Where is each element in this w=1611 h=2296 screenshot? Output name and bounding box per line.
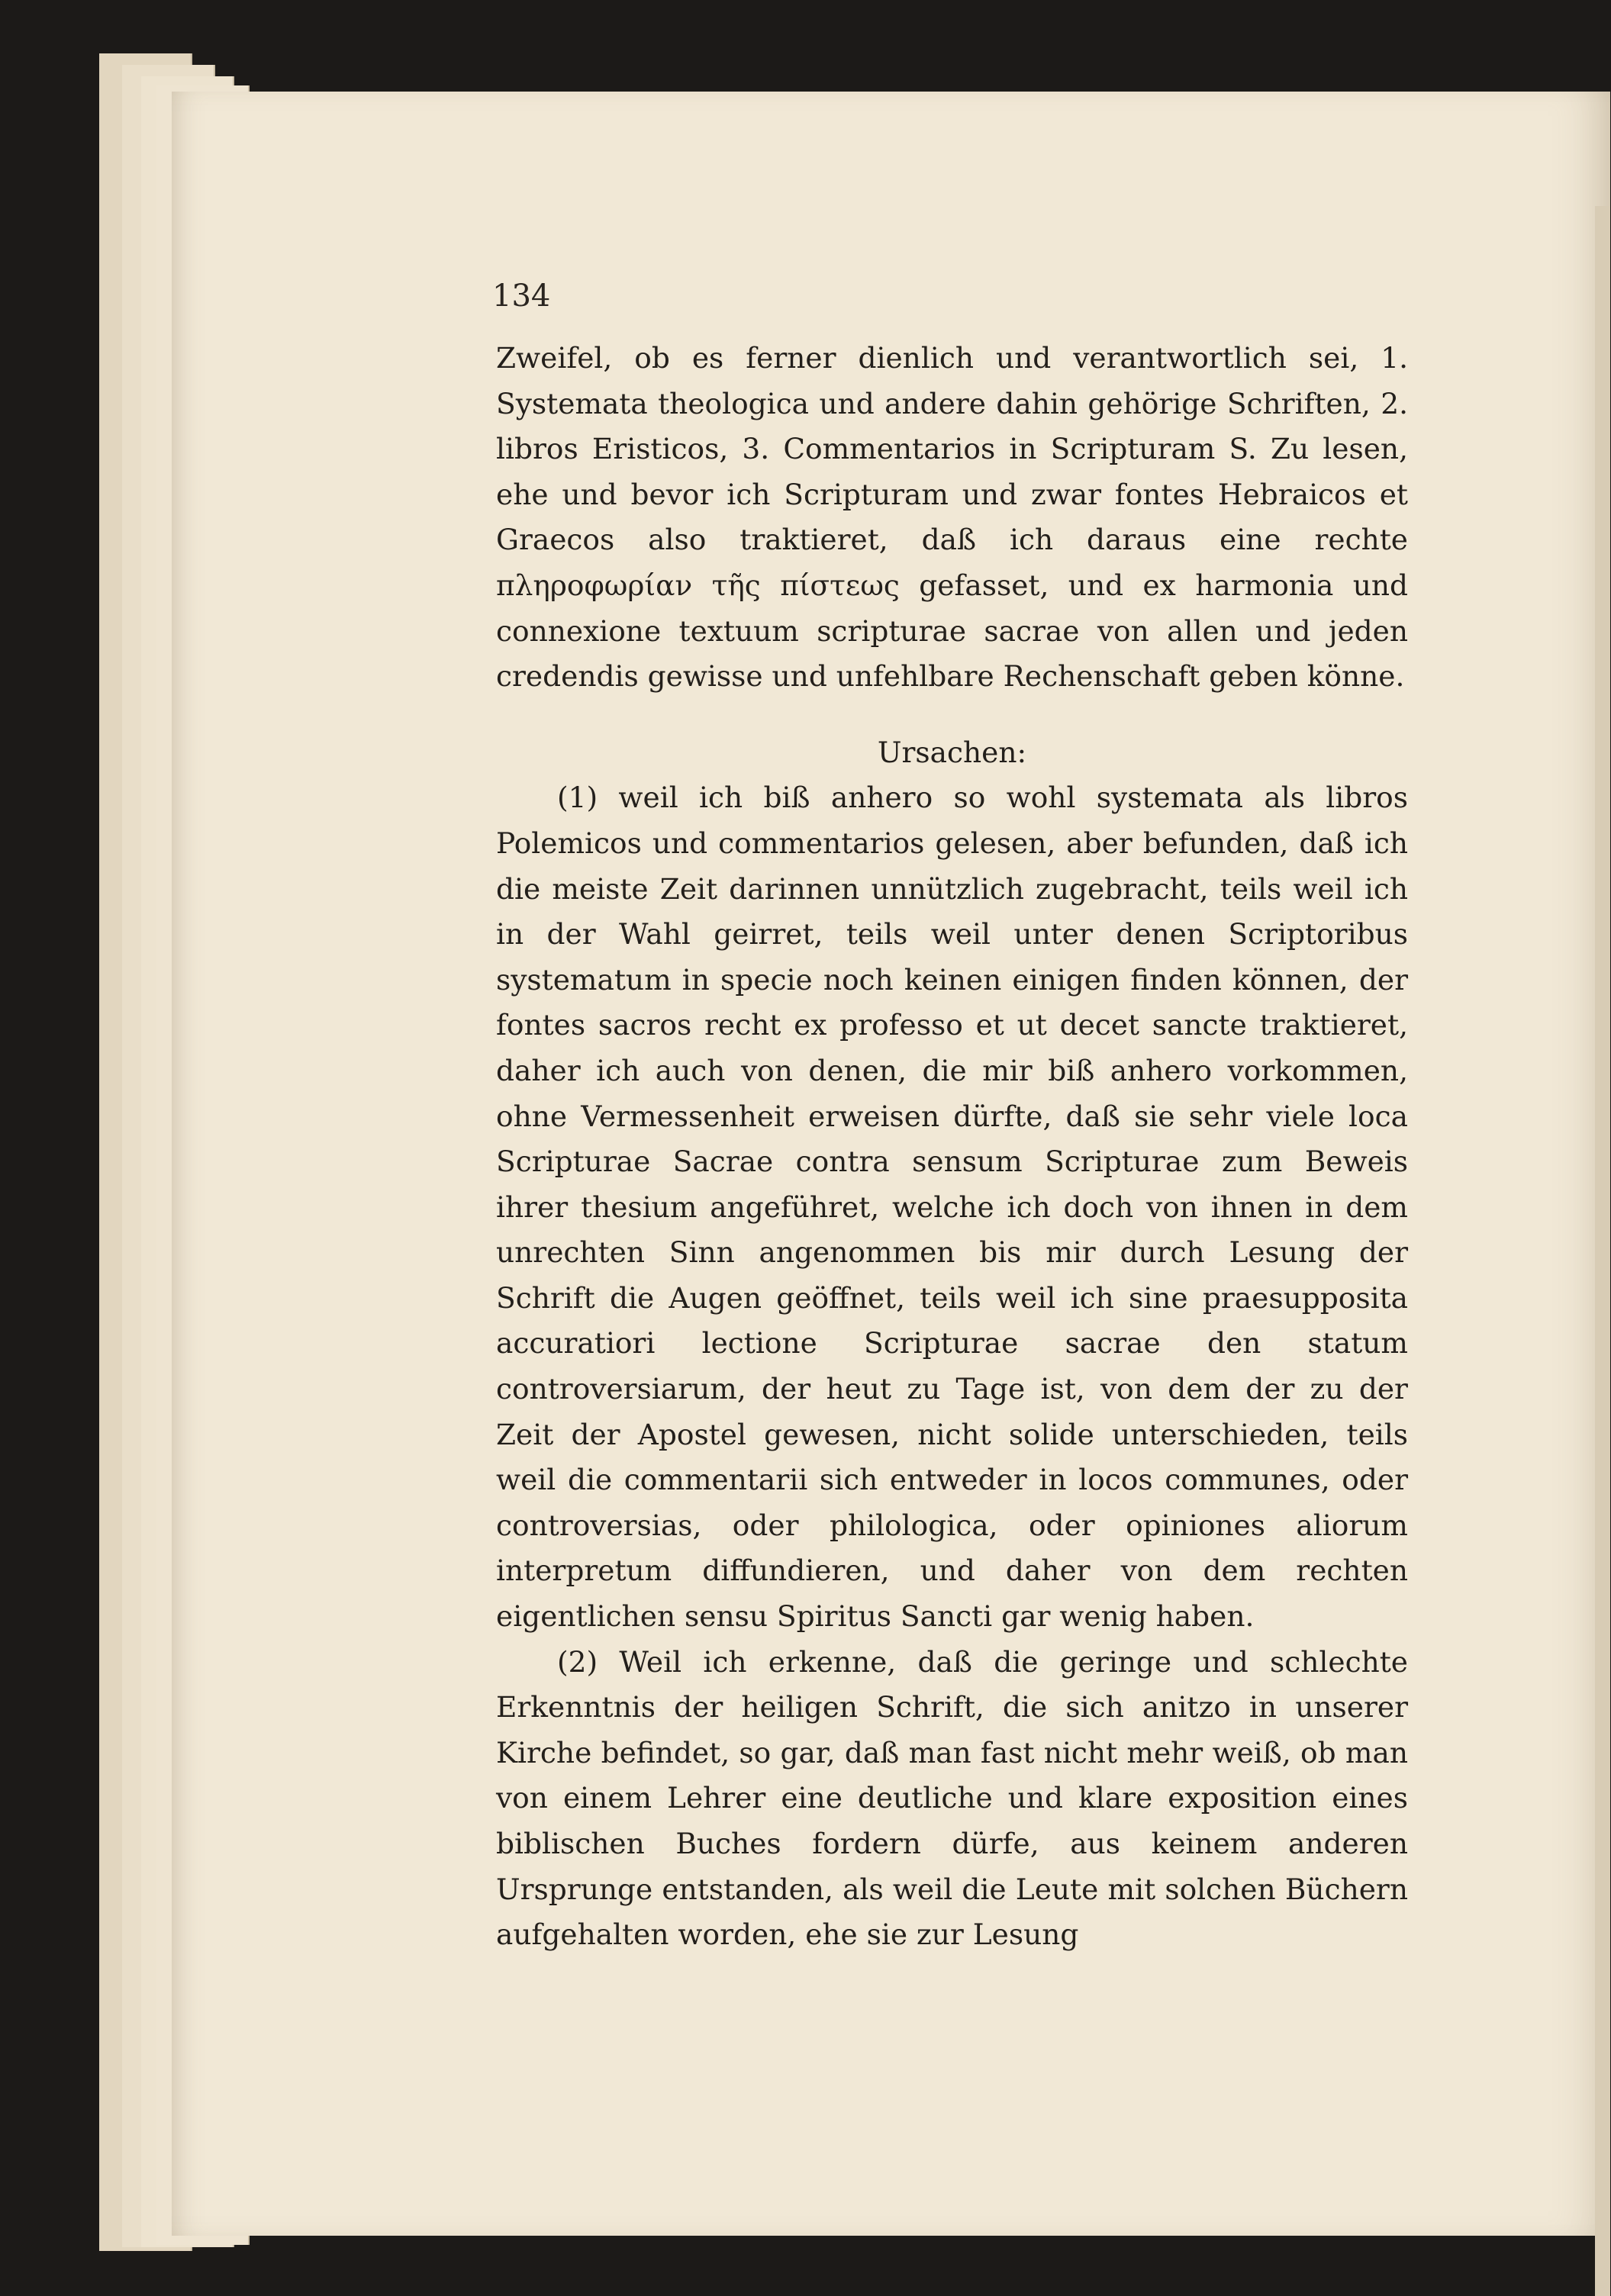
page-edge-right [1595, 206, 1610, 2296]
page-number: 134 [492, 279, 551, 314]
section-heading: Ursachen: [877, 735, 1027, 769]
body-text [496, 336, 1408, 1958]
paragraph-reason-2: (2) Weil ich erkenne, daß die geringe und schlechte Erkenntnis der heiligen Schrift, die sich anitzo in unserer Kirche befindet, so gar, daß man fast nicht mehr weiß, ob man von einem Lehrer eine deutliche und klare exposition eines biblischen Buches fordern dürfe, aus keinem anderen Ursprunge entstanden, als weil die Leute mit solchen Büchern aufgehalten worden, ehe sie zur Lesung [496, 1644, 1408, 1952]
paragraph: Zweifel, ob es ferner dienlich und verantwortlich sei, 1. Systemata theologica und andere dahin gehörige Schriften, 2. libros Eristicos, 3. Commentarios in Scripturam S. Zu lesen, ehe und bevor ich Scripturam und zwar fontes Hebraicos et Graecos also traktieret, daß ich daraus eine rechte πληροφωρίαν τῆς πίστεως gefasset, und ex harmonia und connexione textuum scripturae sacrae von allen und jeden credendis gewisse und unfehlbare Rechenschaft geben könne. [496, 341, 1408, 694]
paragraph-reason-1: (1) weil ich biß anhero so wohl systemata als libros Polemicos und commentarios gelesen, aber befunden, daß ich die meiste Zeit darinnen unnützlich zugebracht, teils weil ich in der Wahl geirret, teils weil unter denen Scriptoribus systematum in specie noch keinen einigen finden können, der fontes sacros recht ex professo et ut decet sancte traktieret, daher ich auch von denen, die mir biß anhero vorkommen, ohne Vermessenheit erweisen dürfte, daß sie sehr viele loca Scripturae Sacrae contra sensum Scripturae zum Beweis ihrer thesium angeführet, welche ich doch von ihnen in dem unrechten Sinn angenommen bis mir durch Lesung der Schrift die Augen geöffnet, teils weil ich sine praesupposita accuratiori lectione Scripturae sacrae den statum controversiarum, der heut zu Tage ist, von dem der zu der Zeit der Apostel gewesen, nicht solide unterschieden, teils weil die commentarii sich entweder in locos communes, oder controversias, oder philologica, oder opiniones aliorum interpretum diffundieren, und daher von dem rechten eigentlichen sensu Spiritus Sancti gar wenig haben. [496, 781, 1408, 1634]
